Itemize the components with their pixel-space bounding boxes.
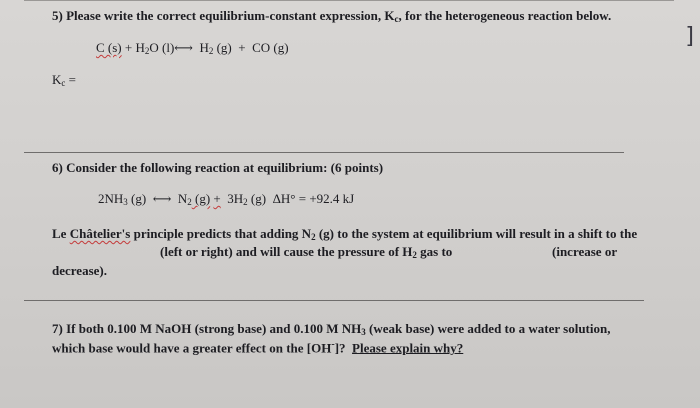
q6-n2-subscript: 2 bbox=[187, 197, 192, 207]
equilibrium-arrow-icon: ⟷ bbox=[174, 40, 193, 55]
q6-le-line3 bbox=[52, 263, 107, 279]
q6-nh3-rest: (g) bbox=[127, 191, 147, 206]
section-divider-2 bbox=[24, 300, 644, 301]
q7-line1 bbox=[52, 321, 610, 337]
q5-plus-sign: + bbox=[238, 40, 246, 55]
le-line2-subscript: 2 bbox=[412, 250, 417, 260]
adding-n2-text: adding N bbox=[260, 226, 312, 241]
q5-kc-subscript: c bbox=[394, 14, 399, 24]
q6-prompt bbox=[52, 160, 383, 176]
q6-reactant-ammonia: 2NH bbox=[98, 191, 124, 206]
increase-or-text: (increase or bbox=[552, 244, 618, 259]
q6-enthalpy: ΔH° = +92.4 kJ bbox=[272, 191, 355, 206]
q6-n2-rest: (g) bbox=[191, 191, 211, 206]
q5-product-co: CO (g) bbox=[252, 40, 289, 55]
q6-prompt-text: Consider the following reaction at equilibrium: (6 points) bbox=[66, 160, 384, 175]
q6-h2-subscript: 2 bbox=[243, 197, 248, 207]
le-line1-mid: principle predicts that bbox=[130, 226, 261, 241]
equilibrium-arrow-icon: ⟷ bbox=[152, 191, 172, 206]
le-line2-end: gas to bbox=[416, 244, 453, 259]
le-line1-end: to the system at equilibrium will result in a shift to the bbox=[334, 226, 638, 241]
le-line2-text: (left or right) and will cause the pressure of H bbox=[160, 244, 413, 259]
q7-line1-text: If both 0.100 M NaOH (strong base) and 0.100 M NH bbox=[66, 321, 362, 336]
q6-product-hydrogen: 3H bbox=[227, 191, 244, 206]
q7-explain-text: Please explain why? bbox=[352, 340, 464, 356]
right-edge-bracket: ] bbox=[685, 24, 694, 49]
kc-label: K bbox=[52, 72, 62, 87]
decrease-text: decrease). bbox=[52, 263, 107, 278]
q6-nh3-subscript: 3 bbox=[123, 197, 128, 207]
q5-prompt bbox=[52, 8, 611, 24]
q6-reaction bbox=[98, 191, 354, 207]
adding-n2-subscript: 2 bbox=[311, 232, 316, 242]
kc-subscript: c bbox=[61, 78, 66, 88]
q5-h2-rest: (g) bbox=[213, 40, 232, 55]
top-border-line bbox=[24, 0, 674, 1]
le-chatelier-name: Châtelier's bbox=[69, 226, 131, 241]
q5-number: 5) bbox=[52, 8, 63, 23]
q5-h2-subscript: 2 bbox=[208, 46, 214, 56]
adding-n2-end: (g) bbox=[315, 226, 334, 241]
q7-nh3-subscript: 3 bbox=[361, 327, 366, 337]
q6-number: 6) bbox=[52, 160, 63, 175]
section-divider-1 bbox=[24, 152, 624, 153]
q6-plus-sign: + bbox=[213, 191, 221, 206]
q5-prompt-text: Please write the correct equilibrium-constant expression, K bbox=[66, 8, 395, 23]
q5-reactant-carbon: C (s) bbox=[96, 40, 122, 55]
q5-prompt-end: , for the heterogeneous reaction below. bbox=[398, 8, 612, 23]
q5-water-rest: O (l) bbox=[149, 40, 175, 55]
q6-le-line1 bbox=[52, 226, 637, 242]
q5-kc-answer[interactable] bbox=[52, 72, 76, 88]
q7-line1-end: (weak base) were added to a water solution, bbox=[365, 321, 611, 336]
q7-line2 bbox=[52, 339, 463, 356]
q7-oh-superscript: - bbox=[331, 339, 335, 350]
q6-h2-rest: (g) bbox=[247, 191, 267, 206]
le-prefix: Le bbox=[52, 226, 70, 241]
q5-product-hydrogen: H bbox=[199, 40, 209, 55]
q5-reactant-water: + H bbox=[124, 40, 145, 55]
q7-line2-end: ]? bbox=[334, 340, 346, 356]
q7-number: 7) bbox=[52, 321, 63, 336]
q5-reaction bbox=[96, 40, 289, 56]
q6-le-line2 bbox=[160, 244, 452, 260]
q6-le-increase bbox=[552, 244, 617, 260]
kc-equals: = bbox=[65, 72, 76, 87]
q7-line2-text: which base would have a greater effect on the [OH bbox=[52, 340, 332, 356]
q6-product-nitrogen: N bbox=[177, 191, 188, 206]
q5-water-subscript: 2 bbox=[144, 46, 150, 56]
